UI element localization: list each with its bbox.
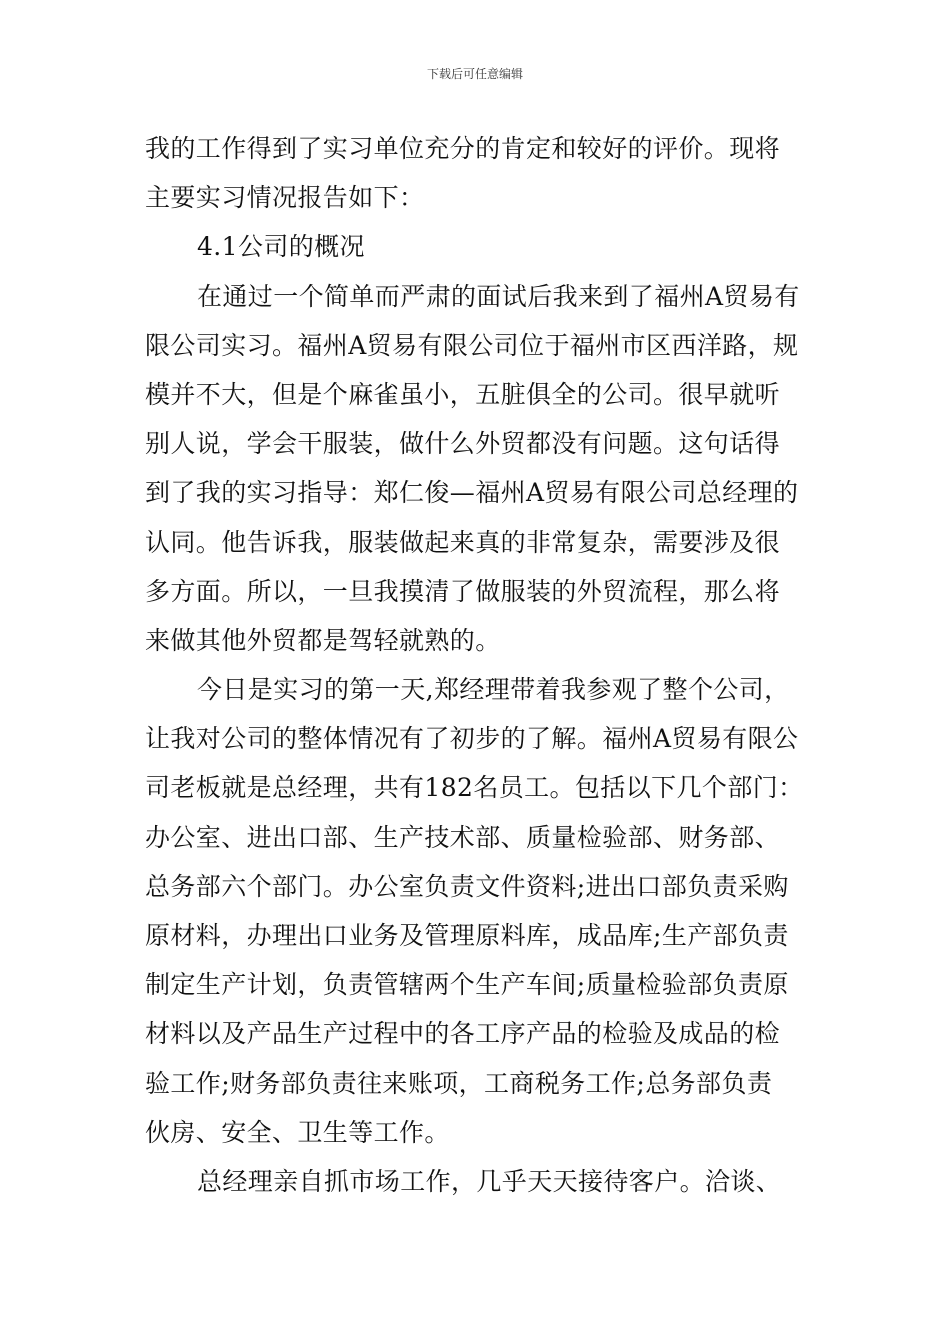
text-line: 制定生产计划，负责管辖两个生产车间;质量检验部负责原 — [145, 970, 789, 1000]
document-body — [145, 124, 809, 1206]
text-line: 材料以及产品生产过程中的各工序产品的检验及成品的检 — [145, 1019, 781, 1049]
text-line: 办公室、进出口部、生产技术部、质量检验部、财务部、 — [145, 822, 781, 852]
text-line: 来做其他外贸都是驾轻就熟的。 — [145, 625, 501, 655]
text-line: 别人说，学会干服装，做什么外贸都没有问题。这句话得 — [145, 429, 781, 459]
text-line: 伙房、安全、卫生等工作。 — [145, 1117, 450, 1147]
text-line: 我的工作得到了实习单位充分的肯定和较好的评价。现将 — [145, 134, 781, 163]
text-line: 总务部六个部门。办公室负责文件资料;进出口部负责采购 — [145, 871, 789, 901]
text-line: 验工作;财务部负责往来账项，工商税务工作;总务部负责 — [145, 1068, 773, 1098]
text-line: 4.1公司的概况 — [197, 232, 365, 262]
text-line: 认同。他告诉我，服装做起来真的非常复杂，需要涉及很 — [145, 527, 781, 557]
text-line: 让我对公司的整体情况有了初步的了解。福州A贸易有限公 — [145, 724, 799, 754]
text-line: 在通过一个简单而严肃的面试后我来到了福州A贸易有 — [197, 281, 800, 311]
text-line: 总经理亲自抓市场工作，几乎天天接待客户。洽谈、 — [197, 1166, 782, 1196]
text-line: 主要实习情况报告如下： — [145, 183, 425, 213]
text-line: 原材料，办理出口业务及管理原料库，成品库;生产部负责 — [145, 921, 789, 950]
text-line: 模并不大，但是个麻雀虽小，五脏俱全的公司。很早就听 — [145, 379, 781, 409]
page-header: 下载后可任意编辑 — [426, 67, 523, 81]
text-line: 司老板就是总经理，共有182名员工。包括以下几个部门： — [145, 773, 804, 803]
text-line: 多方面。所以，一旦我摸清了做服装的外贸流程，那么将 — [145, 576, 781, 606]
text-line: 限公司实习。福州A贸易有限公司位于福州市区西洋路，规 — [145, 330, 799, 360]
text-line: 今日是实习的第一天,郑经理带着我参观了整个公司， — [197, 675, 790, 705]
text-line: 到了我的实习指导：郑仁俊—福州A贸易有限公司总经理的 — [145, 478, 799, 508]
